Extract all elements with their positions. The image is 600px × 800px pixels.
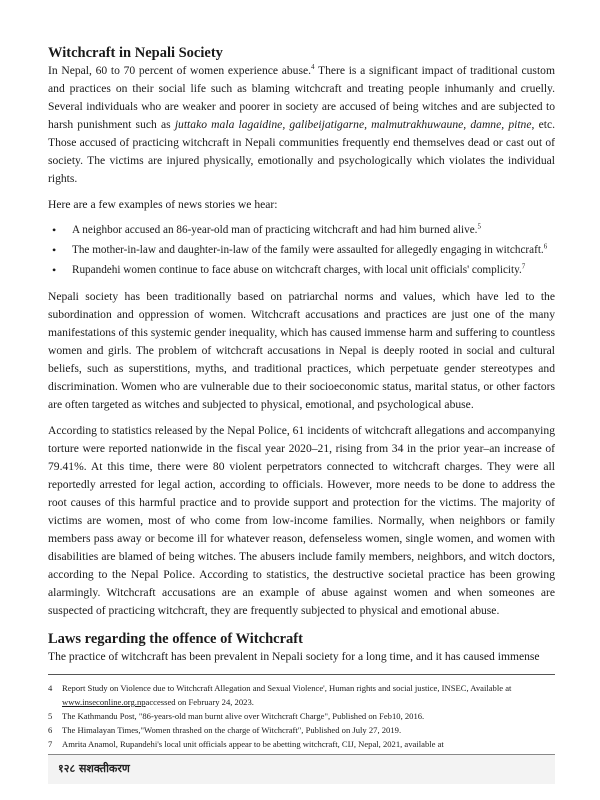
footnote-text: The Kathmandu Post, "86-years-old man burnt alive over Witchcraft Charge", Published on Feb10, 2016. [62, 711, 425, 721]
section-heading-witchcraft: Witchcraft in Nepali Society [48, 45, 223, 61]
footnote-number: 4 [48, 683, 53, 693]
paragraph-intro [48, 62, 555, 188]
paragraph-patriarchal-norms: Nepali society has been traditionally based on patriarchal norms and values, which have led to the subordination and oppression of women. Witchcraft accusations and practices are just one of the many manifestations of this systemic gender inequality, which has caused immense harm and suffering to countless women and girls. The problem of witchcraft accusations in Nepal is deeply rooted in social and cultural beliefs, such as superstitions, myths, and traditional practices, which perpetuate gender stereotypes and discrimination. Women who are vulnerable due to their socioeconomic status, marital status, or other factors are often targeted as witches and subjected to physical, emotional, and psychological abuse. [48, 290, 555, 411]
main-content [48, 44, 555, 666]
list-item [48, 240, 555, 260]
footnote-4 [48, 681, 555, 709]
news-examples-list [48, 220, 555, 280]
footnote-ref-6[interactable]: 6 [543, 242, 548, 251]
list-item-text: The mother-in-law and daughter-in-law of the family were assaulted for allegedly engaging in witchcraft. [72, 244, 544, 256]
footnote-body [62, 681, 555, 709]
list-item [48, 220, 555, 240]
footnote-text: The Himalayan Times,"Women thrashed on the charge of Witchcraft", Published on July 27, 2019. [62, 725, 402, 735]
footnote-number: 5 [48, 711, 53, 721]
paragraph-intro-part-a: In Nepal, 60 to 70 percent of women experience abuse. [48, 64, 312, 77]
footnotes [48, 674, 555, 765]
list-item [48, 260, 555, 280]
footnote-text: accessed on February 24, 2023. [145, 697, 254, 707]
footnote-6 [48, 723, 555, 737]
page-footer [48, 754, 555, 784]
paragraph-intro-part-b: There is a significant impact of traditional custom and practices on their social life such as blaming witchcraft and treating people inhumanly and cruelly. Several individuals who are weaker and poorer in society are accused of being witches and are subjected to harsh punishment such as [48, 64, 555, 131]
footnote-5 [48, 709, 555, 723]
footnote-ref-4[interactable]: 4 [311, 63, 315, 72]
page-number-and-title: १२८ सशक्तीकरण [58, 762, 130, 775]
footnote-link-insec[interactable]: www.inseconline.org.np [62, 697, 146, 707]
paragraph-examples-lead: Here are a few examples of news stories we hear: [48, 198, 278, 211]
footnote-ref-5[interactable]: 5 [477, 222, 481, 231]
paragraph-police-statistics: According to statistics released by the Nepal Police, 61 incidents of witchcraft allegations and accompanying torture were reported nationwide in the fiscal year 2020–21, rising from 34 in the prior year–an increase of 79.41%. At this time, there were 80 violent perpetrators connected to witchcraft charges. They were all reportedly arrested for legal action, according to officials. However, more needs to be done to address the root causes of this harmful practice and to provide support and protection for the victims. The majority of victims are women, most of who come from low-income families. Normally, when neighbors or family members pass away or become ill for whatever reason, defenseless women, single women, and women with disabilities are blamed of being witches. The abusers include family members, neighbors, and witch doctors, according to the Nepal Police. According to statistics, the destructive societal practice has been growing alarmingly. Witchcraft accusations are an example of abuse against women and when someones are suspected of practicing witchcraft, they are frequently subjected to physical and emotional abuse. [48, 424, 555, 617]
paragraph-intro-italic-terms: juttako mala lagaidine, galibeijatigarne, malmutrakhuwaune, damne, pitne [174, 118, 532, 131]
list-item-text: A neighbor accused an 86-year-old man of practicing witchcraft and had him burned alive. [72, 224, 478, 236]
footnote-ref-7[interactable]: 7 [521, 262, 526, 271]
paragraph-laws-intro: The practice of witchcraft has been prevalent in Nepali society for a long time, and it has caused immense [48, 650, 540, 663]
list-item-text: Rupandehi women continue to face abuse on witchcraft charges, with local unit officials' complicity. [72, 264, 522, 276]
footnote-text: Amrita Anamol, Rupandehi's local unit officials appear to be abetting witchcraft, CIJ, Nepal, 2021, available at [62, 739, 444, 749]
footnote-number: 7 [48, 739, 53, 749]
section-heading-laws: Laws regarding the offence of Witchcraft [48, 631, 303, 647]
footnote-text: Report Study on Violence due to Witchcraft Allegation and Sexual Violence', Human rights and social justice, INSEC, Available at [62, 683, 512, 693]
footnote-number: 6 [48, 725, 53, 735]
paragraph-intro-part-c: , etc. Those accused of practicing witchcraft in Nepali communities frequently end themselves dead or cast out of society. The victims are injured physically, emotionally and psychologically which violates the individual rights. [48, 118, 555, 185]
